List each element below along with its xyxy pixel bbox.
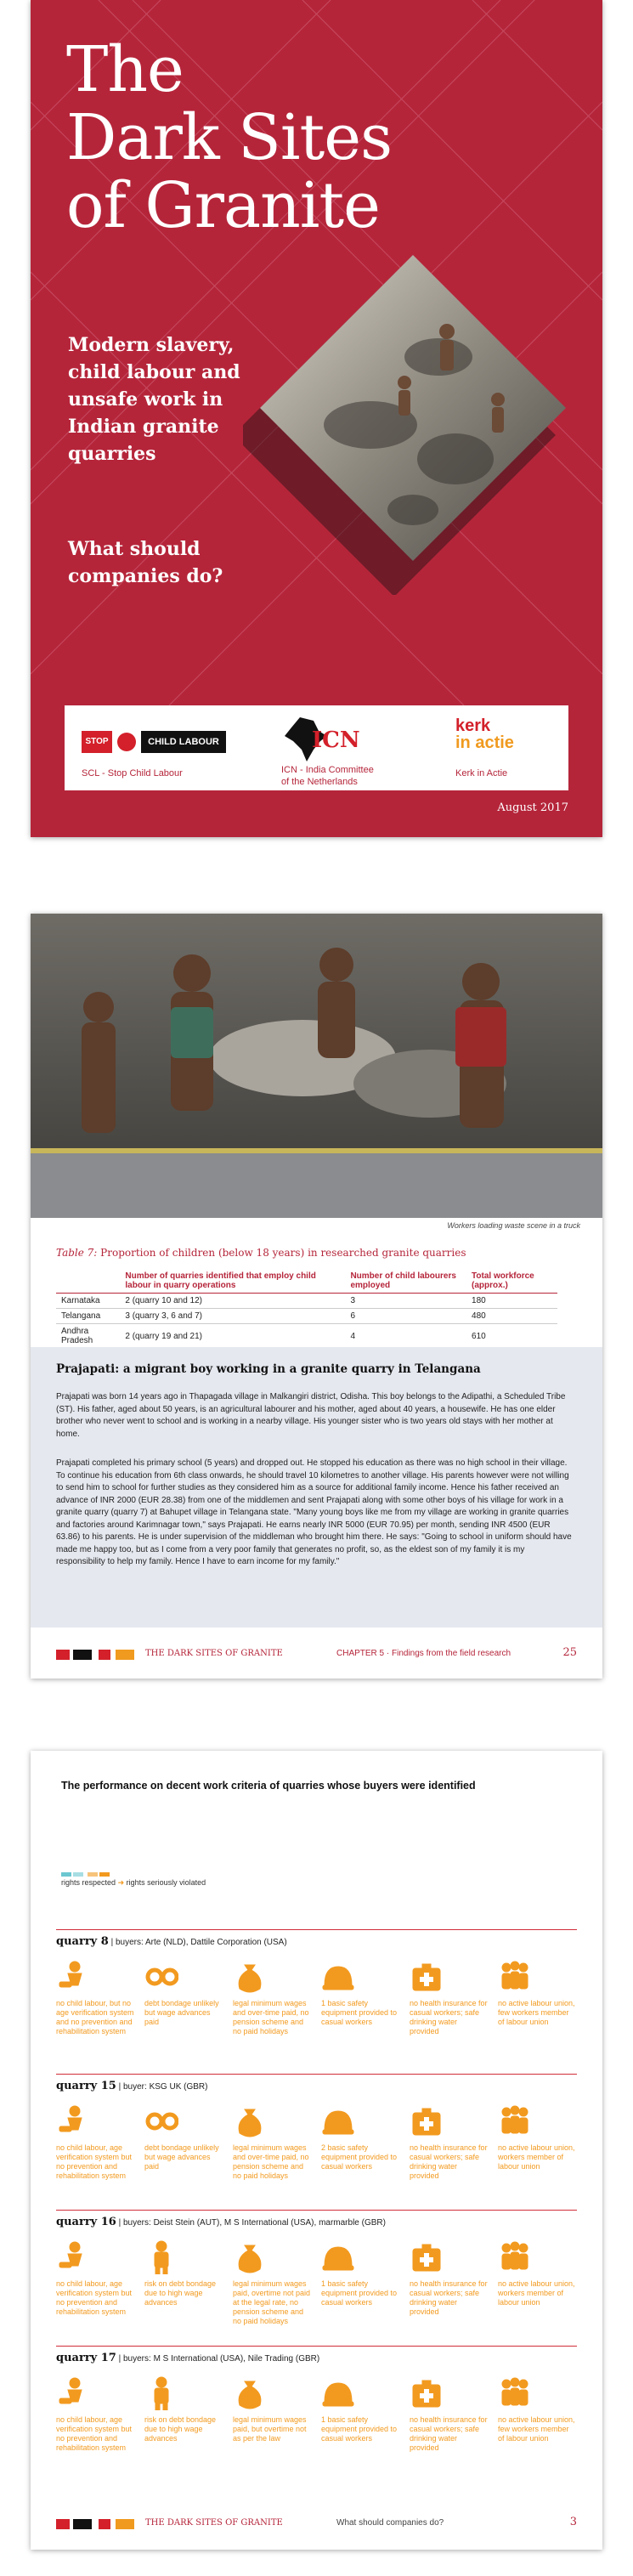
first-aid-icon <box>410 2376 444 2410</box>
money-bag-icon <box>233 1960 267 1994</box>
child-icon <box>56 2104 90 2138</box>
criterion-text: no health insurance for casual workers; safe drinking water provided <box>410 2415 488 2452</box>
page-number: 25 <box>562 1646 577 1659</box>
table-row: Andhra Pradesh 2 (quarry 19 and 21) 4 610 <box>56 1324 557 1349</box>
criterion-text: no child labour, age verification system but no prevention and rehabilitation system <box>56 2143 133 2180</box>
report-page-3 <box>31 1751 602 2550</box>
workers-icon <box>498 1960 532 1994</box>
child-labour-mini-logo <box>73 2519 92 2529</box>
icn-logo: ICN ICN - India Committee of the Netherlands <box>281 705 426 790</box>
workers-icon <box>498 2376 532 2410</box>
criterion-text: 1 basic safety equipment provided to casual workers <box>321 2279 398 2307</box>
money-bag-icon <box>233 2104 267 2138</box>
table-title: Table 7: Proportion of children (below 18 years) in researched granite quarries <box>56 1247 466 1259</box>
quarry-buyers: buyer: KSG UK (GBR) <box>123 2082 208 2092</box>
icn-mini-logo <box>99 1650 110 1660</box>
first-aid-icon <box>410 2104 444 2138</box>
helmet-icon <box>321 2104 355 2138</box>
child-icon <box>56 2376 90 2410</box>
criterion-text: no child labour, age verification system but no prevention and rehabilitation system <box>56 2279 133 2316</box>
matrix-legend: rights respected ➜ rights seriously violated <box>61 1870 206 1888</box>
criterion-text: risk on debt bondage due to high wage advances <box>144 2279 217 2307</box>
criterion-text: no child labour, age verification system but no prevention and rehabilitation system <box>56 2415 133 2452</box>
hand-icon <box>117 733 136 751</box>
legend-swatch-respected <box>61 1872 71 1877</box>
criterion-text: no active labour union, workers member of labour union <box>498 2279 575 2307</box>
workers-icon <box>498 2104 532 2138</box>
photo-caption: Workers loading waste scene in a truck <box>447 1221 580 1230</box>
quarry-name: quarry 17 <box>56 2352 116 2364</box>
kerk-mini-logo <box>116 2519 134 2529</box>
page-footer: THE DARK SITES OF GRANITE CHAPTER 5 · Findings from the field research 25 <box>56 1646 577 1667</box>
matrix-title: The performance on decent work criteria of quarries whose buyers were identified <box>61 1780 476 1792</box>
child-icon <box>56 1960 90 1994</box>
quarry-buyers: buyers: Deist Stein (AUT), M S International (USA), marmarble (GBR) <box>123 2218 386 2228</box>
worker-icon <box>144 2240 178 2274</box>
quarry-header: quarry 15 | buyer: KSG UK (GBR) <box>56 2074 577 2092</box>
criterion-text: no active labour union, workers member of labour union <box>498 2143 575 2171</box>
child-labour-table <box>56 1269 557 1349</box>
criterion-text: legal minimum wages paid, overtime not paid at the legal rate, no pension scheme and no paid holidays <box>233 2279 311 2325</box>
criterion-text: no active labour union, few workers member of labour union <box>498 2415 575 2443</box>
case-study-title: Prajapati: a migrant boy working in a granite quarry in Telangana <box>56 1362 481 1376</box>
cover-question: What should companies do? <box>68 538 223 587</box>
page-number: 3 <box>569 2516 577 2528</box>
arrow-icon: ➜ <box>117 1878 125 1887</box>
worker-icon <box>144 2376 178 2410</box>
money-bag-icon <box>233 2376 267 2410</box>
case-study-box <box>31 1347 602 1628</box>
first-aid-icon <box>410 1960 444 1994</box>
publication-date: August 2017 <box>497 801 568 814</box>
child-labour-mark: CHILD LABOUR <box>141 731 226 753</box>
helmet-icon <box>321 2240 355 2274</box>
kerk-mini-logo <box>116 1650 134 1660</box>
criterion-text: debt bondage unlikely but wage advances paid <box>144 2143 219 2171</box>
stop-mini-logo <box>56 1650 70 1660</box>
kerk-in-actie-logo: kerk in actie Kerk in Actie <box>455 716 514 778</box>
criterion-text: 1 basic safety equipment provided to casual workers <box>321 2415 398 2443</box>
child-labour-mini-logo <box>73 1650 92 1660</box>
criterion-text: legal minimum wages and over-time paid, no pension scheme and no paid holidays <box>233 2143 309 2180</box>
criterion-text: legal minimum wages paid, but overtime not as per the law <box>233 2415 307 2443</box>
case-study-paragraph: Prajapati was born 14 years ago in Thapagada village in Malkangiri district, Odisha. This boy belongs to the Adipathi, a Scheduled Tribe (ST). His father, aged about 50 years, is an agricultural labourer and his mother, aged about 40 years, a housewife. He has one elder brother who never went to school and is working in a nearby village. His younger sister who is two years old stays with her mother at home. <box>56 1392 566 1439</box>
workers-icon <box>498 2240 532 2274</box>
shackle-icon <box>144 1960 178 1994</box>
quarry-name: quarry 15 <box>56 2080 116 2092</box>
table-header-row: Number of quarries identified that employ child labour in quarry operations Number of child labourers employed Total workforce (approx.) <box>56 1269 557 1294</box>
quarry-buyers: buyers: Arte (NLD), Dattile Corporation (USA) <box>115 1938 287 1947</box>
cover-title: The Dark Sites of Granite <box>66 33 393 242</box>
table-row: Karnataka 2 (quarry 10 and 12) 3 180 <box>56 1294 557 1309</box>
stop-mark: STOP <box>82 731 112 753</box>
report-page-25 <box>31 914 602 1679</box>
quarry-workers-photo <box>31 914 602 1218</box>
shackle-icon <box>144 2104 178 2138</box>
criterion-text: legal minimum wages and over-time paid, no pension scheme and no paid holidays <box>233 1999 309 2035</box>
criterion-text: no health insurance for casual workers; safe drinking water provided <box>410 1999 488 2035</box>
cover-subtitle: Modern slavery, child labour and unsafe work in Indian granite quarries <box>68 334 240 465</box>
criterion-text: no child labour, but no age verification system and no prevention and rehabilitation system <box>56 1999 134 2035</box>
helmet-icon <box>321 1960 355 1994</box>
criterion-text: no health insurance for casual workers; safe drinking water provided <box>410 2143 488 2180</box>
criterion-text: risk on debt bondage due to high wage advances <box>144 2415 217 2443</box>
criterion-text: no active labour union, few workers member of labour union <box>498 1999 575 2026</box>
partner-logos <box>65 705 568 790</box>
scl-logo: STOP CHILD LABOUR SCL - Stop Child Labour <box>65 705 235 790</box>
quarry-name: quarry 8 <box>56 1935 109 1948</box>
stop-mini-logo <box>56 2519 70 2529</box>
child-icon <box>56 2240 90 2274</box>
quarry-buyers: buyers: M S International (USA), Nile Trading (GBR) <box>123 2354 320 2364</box>
cover-photo-diamond <box>243 255 583 595</box>
criterion-text: 1 basic safety equipment provided to casual workers <box>321 1999 398 2026</box>
report-cover <box>31 0 602 837</box>
icn-mark: ICN <box>312 728 360 753</box>
legend-swatch-violated <box>99 1872 110 1877</box>
quarry-header: quarry 17 | buyers: M S International (USA), Nile Trading (GBR) <box>56 2346 577 2364</box>
quarry-header: quarry 16 | buyers: Deist Stein (AUT), M S International (USA), marmarble (GBR) <box>56 2210 577 2228</box>
table-row: Telangana 3 (quarry 3, 6 and 7) 6 480 <box>56 1309 557 1324</box>
money-bag-icon <box>233 2240 267 2274</box>
helmet-icon <box>321 2376 355 2410</box>
quarry-header: quarry 8 | buyers: Arte (NLD), Dattile Corporation (USA) <box>56 1929 577 1948</box>
criterion-text: debt bondage unlikely but wage advances paid <box>144 1999 219 2026</box>
criterion-text: 2 basic safety equipment provided to casual workers <box>321 2143 398 2171</box>
case-study-paragraph: Prajapati completed his primary school (5 years) and dropped out. He stopped his education as there was no high school in their village. To continue his education from 6th class onwards, he should travel 10 kilometres to another village. His parents however were not willing to send him to school for further studies as they considered him as a source for additional family income. Hence his father received an advance of INR 2000 (EUR 28.38) from one of the middlemen and sent Prajapati along with some other boys of his village for work in a granite quarry (quarry 7) at Bahupet village in Telangana state. "Many young boys like me from my village are working in granite quarries and factories around Karimnagar town," says Prajapati. He earns nearly INR 5000 (EUR 70.95) per month, sending INR 4500 (EUR 63.86) to his parents. He is under supervision of the middleman who brought him there. He says: "Going to school in uniform should have made me happy too, but as I come from a very poor family that generates no profit, so, as the eldest son of my family it is my responsibility to help my family. Hence I have to earn income for my family." <box>56 1458 572 1566</box>
quarry-name: quarry 16 <box>56 2216 116 2228</box>
first-aid-icon <box>410 2240 444 2274</box>
page-footer: THE DARK SITES OF GRANITE What should companies do? 3 <box>56 2516 577 2536</box>
criterion-text: no health insurance for casual workers; safe drinking water provided <box>410 2279 488 2316</box>
icn-mini-logo <box>99 2519 110 2529</box>
